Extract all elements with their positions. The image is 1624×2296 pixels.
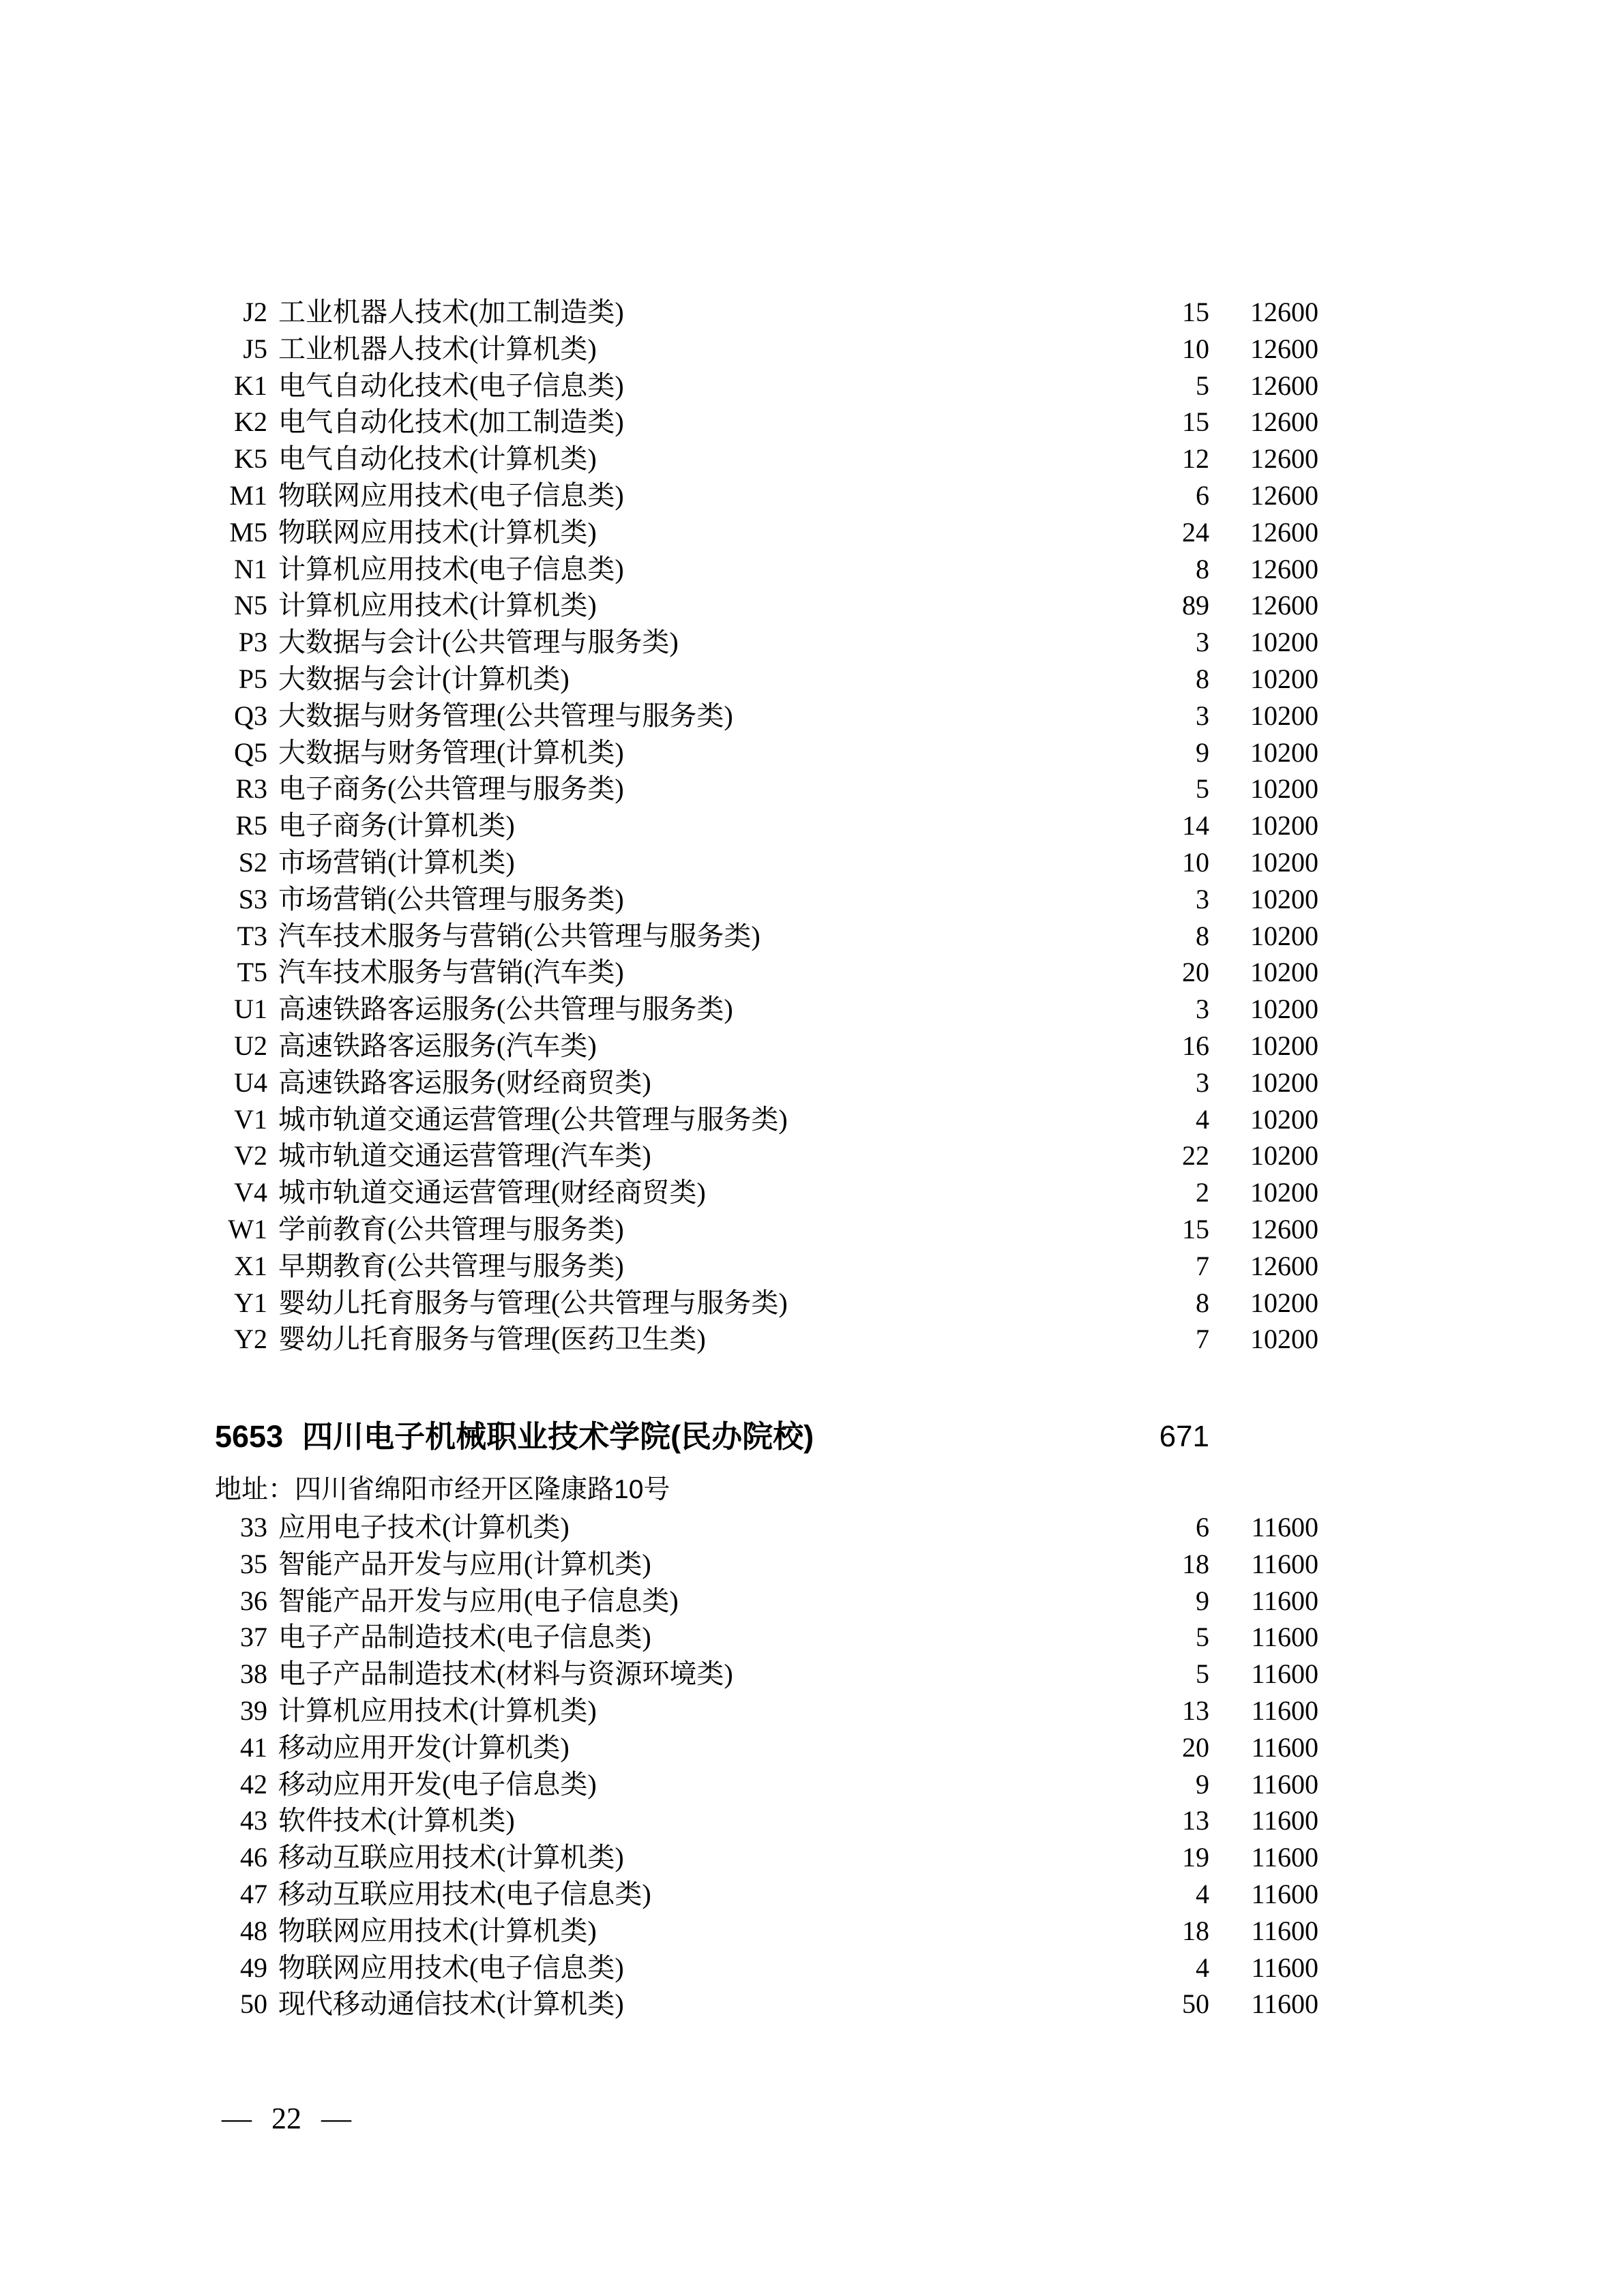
program-tuition-fee: 10200 bbox=[1250, 810, 1318, 841]
table-row bbox=[95, 441, 1318, 477]
program-plan-count: 3 bbox=[1196, 700, 1209, 731]
program-plan-count: 4 bbox=[1196, 1103, 1209, 1135]
program-code: Y2 bbox=[234, 1324, 267, 1355]
program-tuition-fee: 10200 bbox=[1250, 1140, 1318, 1172]
table-row bbox=[95, 1693, 1318, 1729]
program-tuition-fee: 11600 bbox=[1251, 1695, 1318, 1726]
program-tuition-fee: 10200 bbox=[1250, 920, 1318, 951]
program-code: 43 bbox=[240, 1805, 267, 1836]
program-name: 电气自动化技术(计算机类) bbox=[278, 443, 597, 475]
table-row bbox=[95, 807, 1318, 844]
program-code: R5 bbox=[235, 810, 267, 841]
program-code: M1 bbox=[229, 479, 267, 511]
program-plan-count: 6 bbox=[1196, 479, 1209, 511]
program-code: 37 bbox=[240, 1622, 267, 1653]
program-plan-count: 19 bbox=[1182, 1842, 1209, 1873]
table-row bbox=[95, 1546, 1318, 1583]
table-row bbox=[95, 331, 1318, 368]
program-tuition-fee: 11600 bbox=[1251, 1658, 1318, 1690]
program-tuition-fee: 11600 bbox=[1251, 1988, 1318, 2020]
table-row bbox=[95, 1729, 1318, 1766]
program-name: 学前教育(公共管理与服务类) bbox=[278, 1213, 624, 1244]
table-row bbox=[95, 1619, 1318, 1656]
program-name: 城市轨道交通运营管理(公共管理与服务类) bbox=[278, 1103, 788, 1135]
program-plan-count: 9 bbox=[1196, 1768, 1209, 1800]
program-code: 50 bbox=[240, 1988, 267, 2020]
program-code: W1 bbox=[228, 1213, 267, 1244]
program-code: 38 bbox=[240, 1658, 267, 1690]
program-tuition-fee: 12600 bbox=[1250, 479, 1318, 511]
program-plan-count: 3 bbox=[1196, 627, 1209, 658]
program-name: 高速铁路客运服务(公共管理与服务类) bbox=[278, 994, 733, 1025]
table-row bbox=[95, 1986, 1318, 2023]
program-code: N1 bbox=[234, 553, 267, 584]
program-name: 计算机应用技术(计算机类) bbox=[278, 590, 597, 621]
program-name: 计算机应用技术(电子信息类) bbox=[278, 553, 624, 584]
program-tuition-fee: 12600 bbox=[1250, 443, 1318, 475]
program-plan-count: 9 bbox=[1196, 1585, 1209, 1616]
table-row bbox=[95, 1656, 1318, 1693]
program-plan-count: 16 bbox=[1182, 1030, 1209, 1061]
program-tuition-fee: 12600 bbox=[1250, 370, 1318, 401]
program-plan-count: 15 bbox=[1182, 406, 1209, 438]
program-plan-count: 3 bbox=[1196, 883, 1209, 914]
program-code: J5 bbox=[243, 333, 267, 364]
program-plan-count: 13 bbox=[1182, 1695, 1209, 1726]
table-row bbox=[95, 587, 1318, 624]
program-code: 42 bbox=[240, 1768, 267, 1800]
table-row bbox=[95, 1285, 1318, 1322]
table-row bbox=[95, 1211, 1318, 1248]
table-row bbox=[95, 844, 1318, 881]
program-code: T5 bbox=[237, 957, 267, 988]
program-plan-count: 3 bbox=[1196, 1067, 1209, 1098]
program-name: 工业机器人技术(计算机类) bbox=[278, 333, 597, 364]
program-name: 大数据与财务管理(计算机类) bbox=[278, 736, 624, 768]
table-row bbox=[95, 1509, 1318, 1546]
program-plan-count: 15 bbox=[1182, 1213, 1209, 1244]
program-plan-count: 15 bbox=[1182, 297, 1209, 327]
table-row bbox=[95, 1248, 1318, 1285]
program-code: 46 bbox=[240, 1842, 267, 1873]
program-name: 电子产品制造技术(材料与资源环境类) bbox=[278, 1658, 733, 1690]
table-row bbox=[95, 734, 1318, 771]
program-name: 高速铁路客运服务(汽车类) bbox=[278, 1030, 597, 1061]
program-code: Q3 bbox=[234, 700, 267, 731]
program-plan-count: 22 bbox=[1182, 1140, 1209, 1172]
program-code: 49 bbox=[240, 1952, 267, 1983]
program-code: V1 bbox=[234, 1103, 267, 1135]
program-tuition-fee: 10200 bbox=[1250, 994, 1318, 1025]
program-plan-count: 14 bbox=[1182, 810, 1209, 841]
program-name: 应用电子技术(计算机类) bbox=[278, 1512, 570, 1542]
program-plan-count: 10 bbox=[1182, 333, 1209, 364]
program-code: 33 bbox=[240, 1512, 267, 1542]
program-name: 城市轨道交通运营管理(财经商贸类) bbox=[278, 1177, 706, 1208]
program-code: V4 bbox=[234, 1177, 267, 1208]
table-row bbox=[95, 1876, 1318, 1913]
program-tuition-fee: 11600 bbox=[1251, 1805, 1318, 1836]
program-code: X1 bbox=[234, 1250, 267, 1281]
program-name: 物联网应用技术(电子信息类) bbox=[278, 1952, 624, 1983]
program-name: 移动应用开发(计算机类) bbox=[278, 1731, 570, 1763]
program-code: Y1 bbox=[234, 1287, 267, 1318]
program-name: 智能产品开发与应用(电子信息类) bbox=[278, 1585, 679, 1616]
program-plan-count: 18 bbox=[1182, 1548, 1209, 1579]
school-header-row bbox=[95, 1417, 1318, 1457]
program-tuition-fee: 11600 bbox=[1251, 1768, 1318, 1800]
program-plan-count: 4 bbox=[1196, 1878, 1209, 1909]
table-row bbox=[95, 881, 1318, 918]
table-row bbox=[95, 1950, 1318, 1986]
table-row bbox=[95, 954, 1318, 991]
program-plan-count: 3 bbox=[1196, 994, 1209, 1025]
program-plan-count: 13 bbox=[1182, 1805, 1209, 1836]
page-number: — 22 — bbox=[222, 2102, 351, 2135]
program-code: 35 bbox=[240, 1548, 267, 1579]
program-tuition-fee: 10200 bbox=[1250, 957, 1318, 988]
program-name: 婴幼儿托育服务与管理(医药卫生类) bbox=[278, 1324, 706, 1355]
program-code: 47 bbox=[240, 1878, 267, 1909]
program-code: N5 bbox=[234, 590, 267, 621]
program-name: 城市轨道交通运营管理(汽车类) bbox=[278, 1140, 651, 1172]
program-code: V2 bbox=[234, 1140, 267, 1172]
table-row bbox=[95, 771, 1318, 807]
program-table-school bbox=[95, 1509, 1318, 2023]
program-plan-count: 9 bbox=[1196, 736, 1209, 768]
program-plan-count: 7 bbox=[1196, 1324, 1209, 1355]
program-tuition-fee: 10200 bbox=[1250, 736, 1318, 768]
program-code: S3 bbox=[238, 883, 267, 914]
program-tuition-fee: 10200 bbox=[1250, 627, 1318, 658]
program-tuition-fee: 10200 bbox=[1250, 1030, 1318, 1061]
table-row bbox=[95, 404, 1318, 441]
program-name: 早期教育(公共管理与服务类) bbox=[278, 1250, 624, 1281]
program-plan-count: 5 bbox=[1196, 370, 1209, 401]
program-name: 汽车技术服务与营销(公共管理与服务类) bbox=[278, 920, 761, 951]
program-tuition-fee: 11600 bbox=[1251, 1731, 1318, 1763]
table-row bbox=[95, 1802, 1318, 1839]
school-title bbox=[95, 1417, 1127, 1457]
program-name: 工业机器人技术(加工制造类) bbox=[278, 297, 624, 327]
program-tuition-fee: 10200 bbox=[1250, 1287, 1318, 1318]
program-tuition-fee: 12600 bbox=[1250, 1250, 1318, 1281]
table-row bbox=[95, 918, 1318, 955]
program-code: U2 bbox=[234, 1030, 267, 1061]
program-tuition-fee: 12600 bbox=[1250, 297, 1318, 327]
program-tuition-fee: 11600 bbox=[1251, 1512, 1318, 1542]
program-tuition-fee: 11600 bbox=[1251, 1952, 1318, 1983]
program-tuition-fee: 12600 bbox=[1250, 516, 1318, 548]
program-code: S2 bbox=[238, 846, 267, 878]
table-row bbox=[95, 551, 1318, 588]
program-name: 高速铁路客运服务(财经商贸类) bbox=[278, 1067, 651, 1098]
program-plan-count: 24 bbox=[1182, 516, 1209, 548]
program-plan-count: 50 bbox=[1182, 1988, 1209, 2020]
school-total-count: 671 bbox=[1159, 1420, 1209, 1453]
program-name: 电气自动化技术(电子信息类) bbox=[278, 370, 624, 401]
table-row bbox=[95, 624, 1318, 661]
program-name: 市场营销(计算机类) bbox=[278, 846, 515, 878]
program-name: 婴幼儿托育服务与管理(公共管理与服务类) bbox=[278, 1287, 788, 1318]
program-plan-count: 12 bbox=[1182, 443, 1209, 475]
table-row bbox=[95, 1913, 1318, 1950]
program-tuition-fee: 10200 bbox=[1250, 883, 1318, 914]
program-code: K5 bbox=[234, 443, 267, 475]
table-row bbox=[95, 514, 1318, 551]
school-code: 5653 bbox=[215, 1419, 284, 1454]
program-name: 移动互联应用技术(计算机类) bbox=[278, 1842, 624, 1873]
program-tuition-fee: 11600 bbox=[1251, 1622, 1318, 1653]
program-tuition-fee: 10200 bbox=[1250, 1103, 1318, 1135]
program-name: 物联网应用技术(计算机类) bbox=[278, 1915, 597, 1946]
program-name: 大数据与会计(计算机类) bbox=[278, 663, 570, 694]
program-plan-count: 4 bbox=[1196, 1952, 1209, 1983]
program-code: 36 bbox=[240, 1585, 267, 1616]
program-plan-count: 8 bbox=[1196, 553, 1209, 584]
program-tuition-fee: 12600 bbox=[1250, 406, 1318, 438]
program-code: K1 bbox=[234, 370, 267, 401]
table-row bbox=[95, 1137, 1318, 1174]
program-code: M5 bbox=[229, 516, 267, 548]
school-name: 四川电子机械职业技术学院(民办院校) bbox=[302, 1419, 814, 1454]
table-row bbox=[95, 1174, 1318, 1211]
program-name: 移动互联应用技术(电子信息类) bbox=[278, 1878, 651, 1909]
program-tuition-fee: 11600 bbox=[1251, 1915, 1318, 1946]
program-tuition-fee: 12600 bbox=[1250, 553, 1318, 584]
program-name: 物联网应用技术(电子信息类) bbox=[278, 479, 624, 511]
program-name: 移动应用开发(电子信息类) bbox=[278, 1768, 597, 1800]
program-code: U4 bbox=[234, 1067, 267, 1098]
program-plan-count: 8 bbox=[1196, 1287, 1209, 1318]
program-plan-count: 2 bbox=[1196, 1177, 1209, 1208]
table-row bbox=[95, 1101, 1318, 1138]
table-row bbox=[95, 477, 1318, 514]
program-tuition-fee: 10200 bbox=[1250, 663, 1318, 694]
program-tuition-fee: 11600 bbox=[1251, 1548, 1318, 1579]
program-name: 物联网应用技术(计算机类) bbox=[278, 516, 597, 548]
program-tuition-fee: 12600 bbox=[1250, 1213, 1318, 1244]
program-plan-count: 8 bbox=[1196, 920, 1209, 951]
school-address: 地址：四川省绵阳市经开区隆康路10号 bbox=[215, 1475, 670, 1504]
table-row bbox=[95, 1321, 1318, 1358]
program-name: 电气自动化技术(加工制造类) bbox=[278, 406, 624, 438]
program-code: U1 bbox=[234, 994, 267, 1025]
program-plan-count: 5 bbox=[1196, 1622, 1209, 1653]
program-tuition-fee: 12600 bbox=[1250, 590, 1318, 621]
program-code: K2 bbox=[234, 406, 267, 438]
program-plan-count: 7 bbox=[1196, 1250, 1209, 1281]
program-tuition-fee: 11600 bbox=[1251, 1842, 1318, 1873]
program-name: 市场营销(公共管理与服务类) bbox=[278, 883, 624, 914]
table-row bbox=[95, 1064, 1318, 1101]
program-name: 电子商务(计算机类) bbox=[278, 810, 515, 841]
school-header-spacer bbox=[1209, 1417, 1318, 1457]
program-tuition-fee: 10200 bbox=[1250, 1324, 1318, 1355]
program-code: Q5 bbox=[234, 736, 267, 768]
program-plan-count: 89 bbox=[1182, 590, 1209, 621]
program-name: 电子商务(公共管理与服务类) bbox=[278, 773, 624, 805]
program-name: 大数据与会计(公共管理与服务类) bbox=[278, 627, 679, 658]
table-row bbox=[95, 1839, 1318, 1876]
program-table-continued bbox=[95, 294, 1318, 1358]
table-row bbox=[95, 1583, 1318, 1620]
program-code: 39 bbox=[240, 1695, 267, 1726]
program-tuition-fee: 10200 bbox=[1250, 1067, 1318, 1098]
table-row bbox=[95, 698, 1318, 734]
table-row bbox=[95, 294, 1318, 331]
table-row bbox=[95, 661, 1318, 698]
program-tuition-fee: 11600 bbox=[1251, 1585, 1318, 1616]
program-plan-count: 10 bbox=[1182, 846, 1209, 878]
program-code: R3 bbox=[235, 773, 267, 805]
program-tuition-fee: 10200 bbox=[1250, 846, 1318, 878]
table-row bbox=[95, 991, 1318, 1028]
program-tuition-fee: 12600 bbox=[1250, 333, 1318, 364]
program-name: 汽车技术服务与营销(汽车类) bbox=[278, 957, 624, 988]
program-code: 41 bbox=[240, 1731, 267, 1763]
program-tuition-fee: 11600 bbox=[1251, 1878, 1318, 1909]
program-tuition-fee: 10200 bbox=[1250, 773, 1318, 805]
table-row bbox=[95, 368, 1318, 404]
program-plan-count: 5 bbox=[1196, 1658, 1209, 1690]
table-row bbox=[95, 1028, 1318, 1064]
program-plan-count: 20 bbox=[1182, 957, 1209, 988]
program-plan-count: 5 bbox=[1196, 773, 1209, 805]
program-name: 软件技术(计算机类) bbox=[278, 1805, 515, 1836]
program-tuition-fee: 10200 bbox=[1250, 1177, 1318, 1208]
program-name: 智能产品开发与应用(计算机类) bbox=[278, 1548, 651, 1579]
program-plan-count: 18 bbox=[1182, 1915, 1209, 1946]
program-code: P3 bbox=[238, 627, 267, 658]
program-name: 电子产品制造技术(电子信息类) bbox=[278, 1622, 651, 1653]
program-code: J2 bbox=[243, 297, 267, 327]
program-tuition-fee: 10200 bbox=[1250, 700, 1318, 731]
program-code: 48 bbox=[240, 1915, 267, 1946]
program-code: T3 bbox=[237, 920, 267, 951]
program-name: 现代移动通信技术(计算机类) bbox=[278, 1988, 624, 2020]
program-name: 大数据与财务管理(公共管理与服务类) bbox=[278, 700, 733, 731]
program-plan-count: 20 bbox=[1182, 1731, 1209, 1763]
program-name: 计算机应用技术(计算机类) bbox=[278, 1695, 597, 1726]
program-plan-count: 6 bbox=[1196, 1512, 1209, 1542]
program-plan-count: 8 bbox=[1196, 663, 1209, 694]
program-code: P5 bbox=[238, 663, 267, 694]
table-row bbox=[95, 1766, 1318, 1803]
